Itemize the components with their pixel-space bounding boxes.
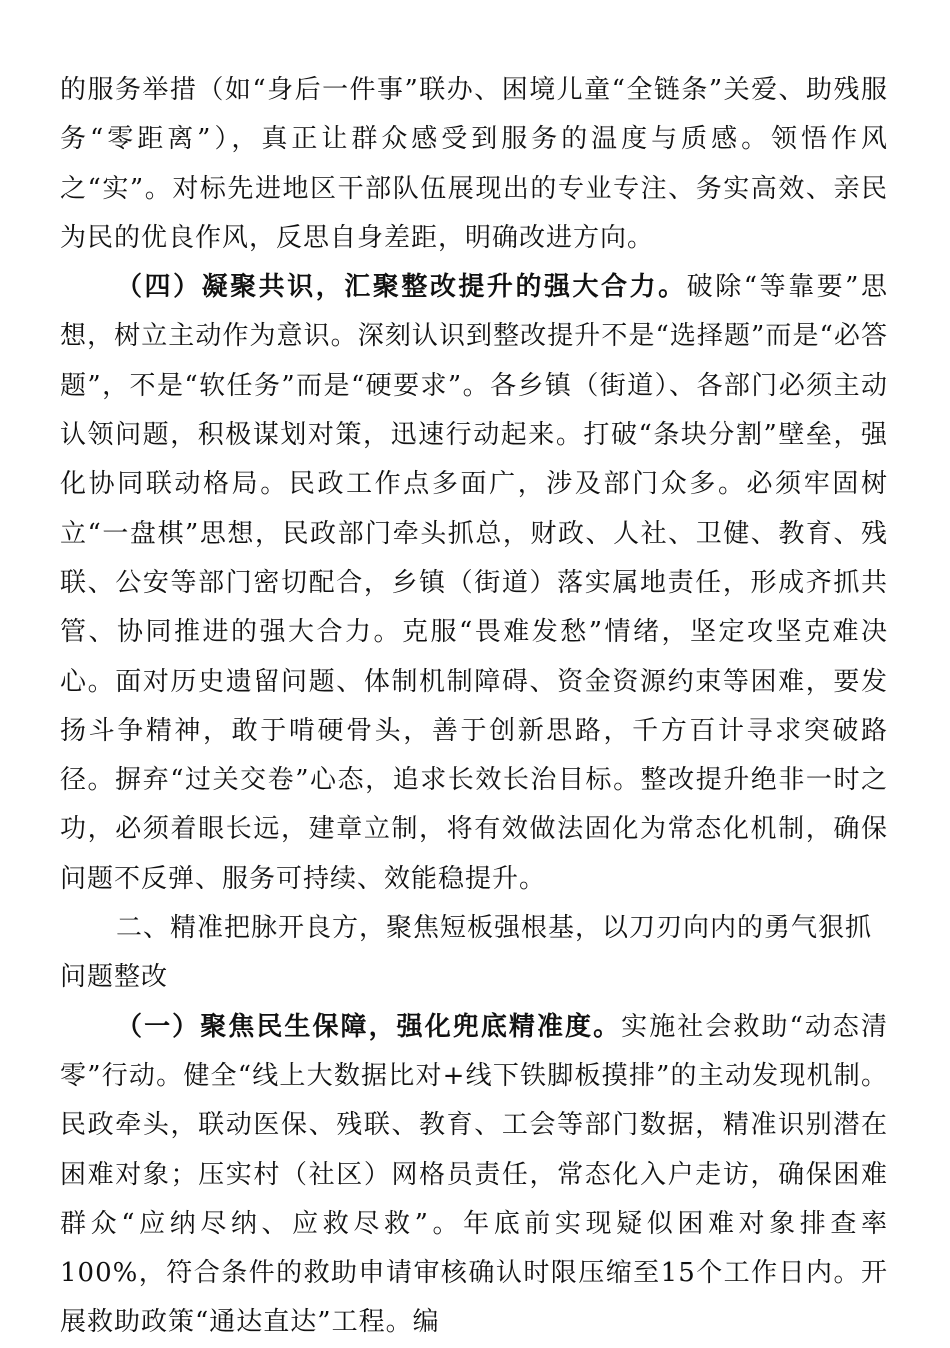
document-body bbox=[60, 66, 888, 1348]
paragraph-text: 实施社会救助“动态清零”行动。健全“线上大数据比对+线下铁脚板摸排”的主动发现机制。民政牵头，联动医保、残联、教育、工会等部门数据，精准识别潜在困难对象；压实村（社区）网格员责任，常态化入户走访，确保困难群众“应纳尽纳、应救尽救”。年底前实现疑似困难对象排查率100%，符合条件的救助申请审核确认时限压缩至15个工作日内。开展救助政策“通达直达”工程。编 bbox=[60, 1011, 888, 1338]
paragraph-text: 破除“等靠要”思想，树立主动作为意识。深刻认识到整改提升不是“选择题”而是“必答题”，不是“软任务”而是“硬要求”。各乡镇（街道）、各部门必须主动认领问题，积极谋划对策，迅速行动起来。打破“条块分割”壁垒，强化协同联动格局。民政工作点多面广，涉及部门众多。必须牢固树立“一盘棋”思想，民政部门牵头抓总，财政、人社、卫健、教育、残联、公安等部门密切配合，乡镇（街道）落实属地责任，形成齐抓共管、协同推进的强大合力。克服“畏难发愁”情绪，坚定攻坚克难决心。面对历史遗留问题、体制机制障碍、资金资源约束等困难，要发扬斗争精神，敢于啃硬骨头，善于创新思路，千方百计寻求突破路径。摒弃“过关交卷”心态，追求长效长治目标。整改提升绝非一时之功，必须着眼长远，建章立制，将有效做法固化为常态化机制，确保问题不反弹、服务可持续、效能稳提升。 bbox=[60, 272, 888, 894]
paragraph-lead-heading: （一）聚焦民生保障，强化兜底精准度。 bbox=[116, 1011, 622, 1042]
paragraph-lead-heading: （四）凝聚共识，汇聚整改提升的强大合力。 bbox=[116, 272, 687, 303]
paragraph-service-measures bbox=[60, 66, 888, 263]
section-heading: 二、精准把脉开良方，聚焦短板强根基，以刀刃向内的勇气狠抓问题整改 bbox=[60, 913, 873, 993]
paragraph-text: 的服务举措（如“身后一件事”联办、困境儿童“全链条”关爱、助残服务“零距离”），真正让群众感受到服务的温度与质感。领悟作风之“实”。对标先进地区干部队伍展现出的专业专注、务实高效、亲民为民的优良作风，反思自身差距，明确改进方向。 bbox=[60, 75, 888, 253]
paragraph-livelihood bbox=[60, 1003, 888, 1348]
paragraph-consensus bbox=[60, 263, 888, 904]
